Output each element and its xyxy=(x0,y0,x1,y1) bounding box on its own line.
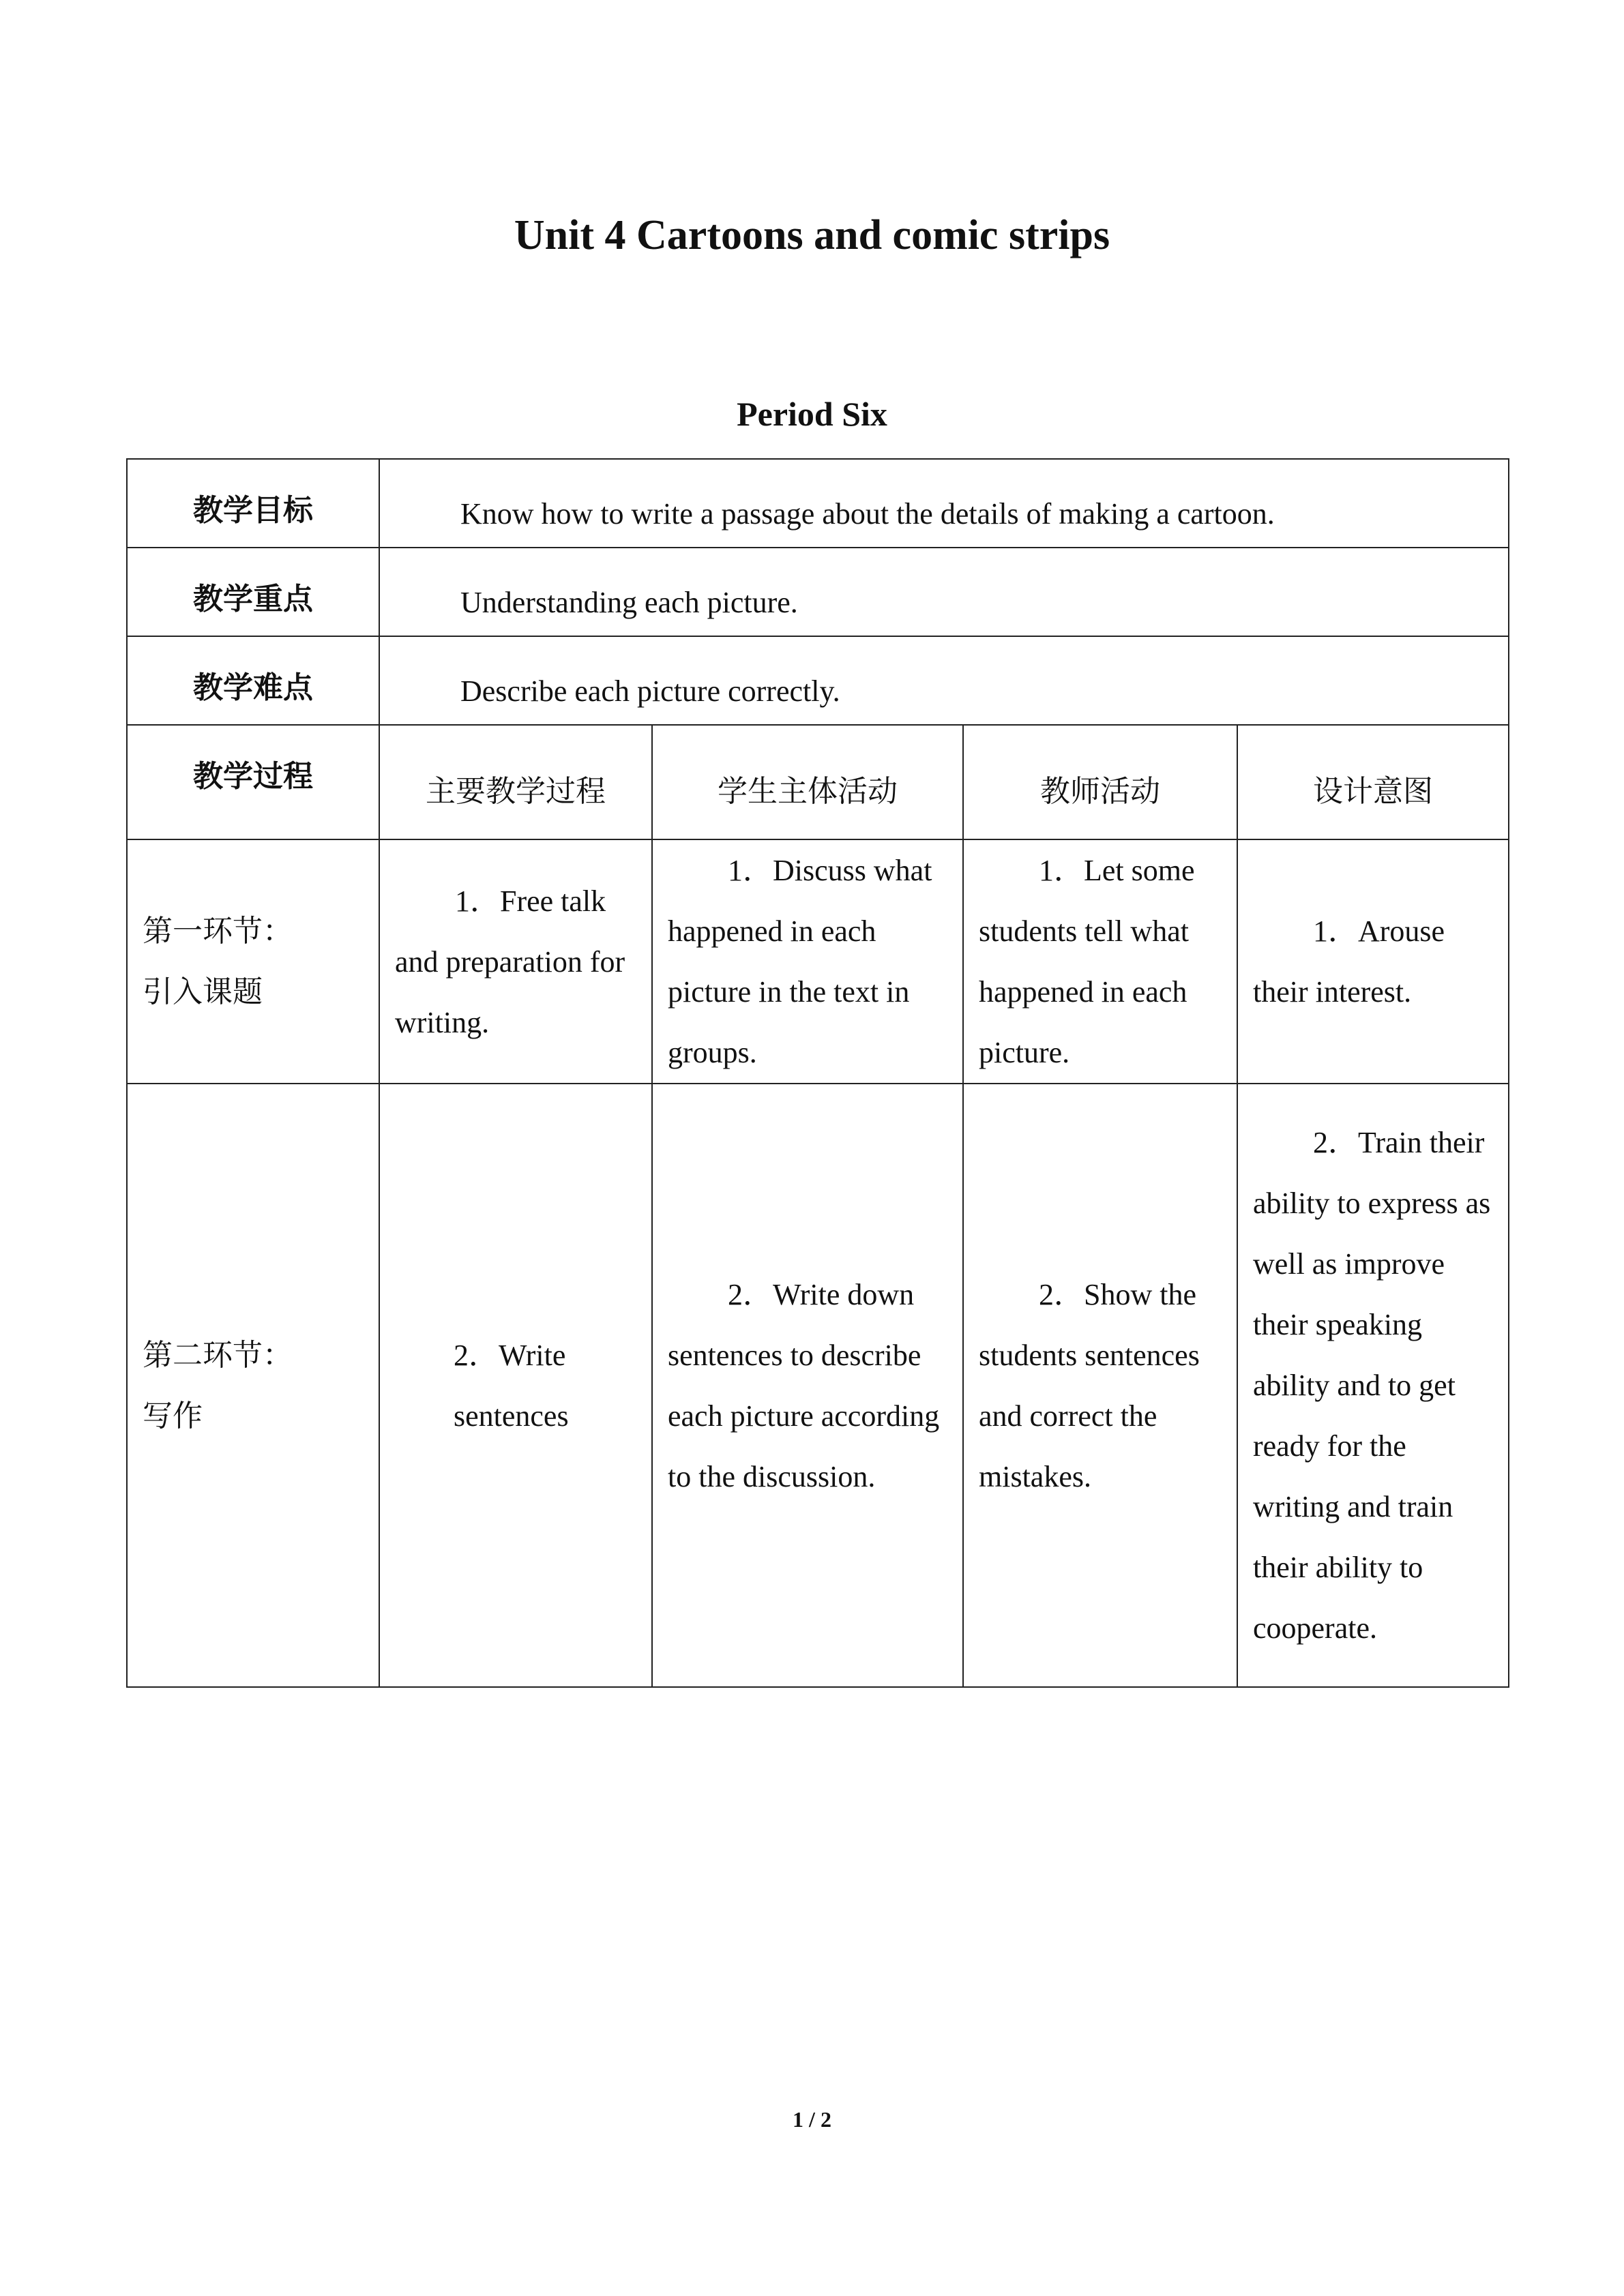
stage-1-line-1: 第一环节： xyxy=(143,914,293,949)
stage-1-teacher-activity-text: 1．Let some students tell what happened in each picture. xyxy=(979,854,1195,1069)
stage-2-main-process xyxy=(379,1084,652,1687)
stage-1-student-activity xyxy=(652,839,963,1084)
key-points-content: Understanding each picture. xyxy=(379,548,1509,636)
page-number: 1 / 2 xyxy=(793,2107,831,2132)
period-subtitle: Period Six xyxy=(737,395,887,433)
stage-2-line-1: 第二环节： xyxy=(143,1337,293,1373)
process-header-row xyxy=(127,725,1509,839)
stage-2-design-intent xyxy=(1237,1084,1509,1687)
document-title: Unit 4 Cartoons and comic strips xyxy=(514,212,1110,258)
stage-row-1 xyxy=(127,839,1509,1084)
stage-1-student-activity-text: 1．Discuss what happened in each picture in the text in groups. xyxy=(668,854,932,1069)
key-points-label: 教学重点 xyxy=(127,548,379,636)
stage-1-teacher-activity xyxy=(963,839,1237,1084)
stage-2-teacher-activity-text: 2．Show the students sentences and correct the mistakes. xyxy=(979,1277,1200,1493)
stage-2-student-activity xyxy=(652,1084,963,1687)
stage-1-line-2: 引入课题 xyxy=(143,974,263,1009)
key-points-row xyxy=(127,548,1509,636)
stage-2-student-activity-text: 2．Write down sentences to describe each picture according to the discussion. xyxy=(668,1277,940,1493)
header-student-activity: 学生主体活动 xyxy=(652,725,963,839)
stage-1-main-process xyxy=(379,839,652,1084)
header-main-process: 主要教学过程 xyxy=(379,725,652,839)
header-teacher-activity: 教师活动 xyxy=(963,725,1237,839)
stage-2-design-intent-text: 2．Train their ability to express as well as improve their speaking ability and to get ready for the writing and train their ability to cooperate. xyxy=(1253,1126,1491,1645)
stage-1-design-intent xyxy=(1237,839,1509,1084)
objectives-label: 教学目标 xyxy=(127,459,379,548)
stage-2-line-2: 写作 xyxy=(143,1398,203,1433)
stage-1-main-process-text: 1．Free talk and preparation for writing. xyxy=(395,884,625,1039)
header-design-intent: 设计意图 xyxy=(1237,725,1509,839)
difficulties-content: Describe each picture correctly. xyxy=(379,636,1509,725)
stage-2-main-process-text: 2．Write sentences xyxy=(454,1338,569,1433)
difficulties-label: 教学难点 xyxy=(127,636,379,725)
stage-row-2 xyxy=(127,1084,1509,1687)
stage-2-label xyxy=(127,1084,379,1687)
stage-1-design-intent-text: 1．Arouse their interest. xyxy=(1253,914,1445,1009)
difficulties-row xyxy=(127,636,1509,725)
objectives-content: Know how to write a passage about the details of making a cartoon. xyxy=(379,459,1509,548)
objectives-row xyxy=(127,459,1509,548)
stage-2-teacher-activity xyxy=(963,1084,1237,1687)
stage-1-label xyxy=(127,839,379,1084)
lesson-plan-table xyxy=(126,458,1509,1688)
process-label: 教学过程 xyxy=(127,725,379,839)
